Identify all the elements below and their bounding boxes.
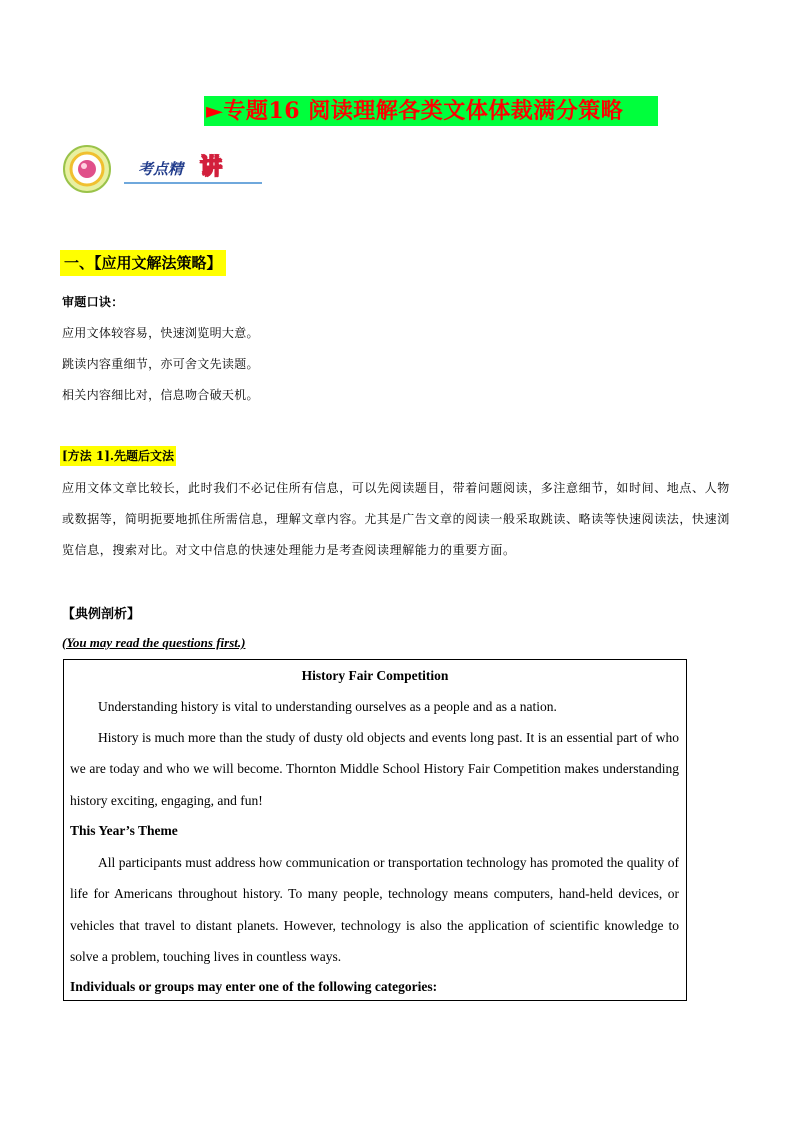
section-heading-practical-writing: 一、【应用文解法策略】	[60, 250, 226, 276]
mnemonic-label: 审题口诀：	[62, 295, 124, 309]
passage-paragraph-2: History is much more than the study of dusty old objects and events long past. It is an essential part of who we are today and who we will become. Thornton Middle School History Fair Competition makes understanding history exciting, engaging, and fun!	[70, 730, 679, 808]
mnemonic-line-3: 相关内容细比对，信息吻合破天机。	[62, 388, 259, 402]
mnemonic-line-2: 跳读内容重细节，亦可舍文先读题。	[62, 357, 259, 371]
mnemonic-line-1: 应用文体较容易，快速浏览明大意。	[62, 326, 259, 340]
page-title: ►专题16 阅读理解各类文体体裁满分策略	[204, 96, 658, 126]
passage-categories-heading: Individuals or groups may enter one of the following categories:	[70, 979, 438, 994]
badge-label-emphasis: 讲	[200, 154, 223, 180]
badge-label: 考点精	[138, 160, 184, 178]
example-hint: (You may read the questions first.)	[62, 635, 246, 650]
passage-box	[63, 659, 687, 1001]
method-1-paragraph: 应用文体文章比较长，此时我们不必记住所有信息，可以先阅读题目，带着问题阅读，多注意细节，如时间、地点、人物或数据等，简明扼要地抓住所需信息，理解文章内容。尤其是广告文章的阅读一般采取跳读、略读等快速阅读法，快速浏览信息，搜索对比。对文中信息的快速处理能力是考查阅读理解能力的重要方面。	[62, 481, 730, 557]
badge-underline	[124, 182, 262, 184]
example-heading: 【典例剖析】	[62, 607, 141, 622]
passage-theme-heading: This Year’s Theme	[70, 823, 178, 838]
passage-paragraph-3: All participants must address how communication or transportation technology has promoted the quality of life for Americans throughout history. To many people, technology means computers, hand-held devices, or vehicles that travel to distant planets. However, technology is also the application of scientific knowledge to solve a problem, touching lives in countless ways.	[70, 855, 679, 965]
passage-title: History Fair Competition	[301, 668, 449, 683]
passage-paragraph-1: Understanding history is vital to understanding ourselves as a people and as a nation.	[98, 699, 557, 714]
method-1-heading: [方法 1].先题后文法	[60, 446, 176, 466]
